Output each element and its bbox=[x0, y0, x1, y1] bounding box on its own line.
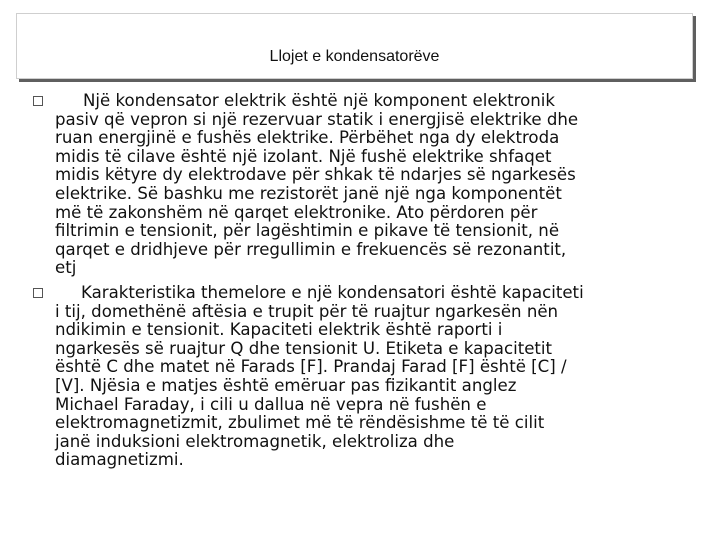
paragraph-line: Një kondensator elektrik është një komponent elektronik bbox=[83, 91, 555, 110]
paragraph-line: ruan energjinë e fushës elektrike. Përbëhet nga dy elektroda bbox=[55, 128, 560, 148]
paragraph-line: elektrike. Së bashku me rezistorët janë një nga komponentët bbox=[55, 183, 562, 203]
paragraph-line: diamagnetizmi. bbox=[55, 450, 184, 470]
bullet-paragraph-2 bbox=[0, 284, 685, 470]
paragraph-line: Karakteristika themelore e një kondensatori është kapaciteti bbox=[81, 282, 584, 302]
slide-title-box bbox=[16, 13, 693, 79]
paragraph-line: Michael Faraday, i cili u dallua në vepra në fushën e bbox=[55, 394, 487, 414]
paragraph-line: pasiv që vepron si një rezervuar statik i energjisë elektrike dhe bbox=[55, 109, 579, 129]
paragraph-line: qarqet e dridhjeve për rregullimin e frekuencës së rezonantit, bbox=[55, 239, 567, 259]
slide-content bbox=[0, 92, 720, 470]
paragraph-line: etj bbox=[55, 258, 77, 278]
paragraph-line: midis këtyre dy elektrodave për shkak të ndarjes së ngarkesës bbox=[55, 165, 576, 185]
bullet-paragraph-1 bbox=[0, 92, 685, 278]
paragraph-line: është C dhe matet në Farads [F]. Prandaj Farad [F] është [C] / bbox=[55, 357, 567, 377]
paragraph-line: ndikimin e tensionit. Kapaciteti elektrik është raporti i bbox=[55, 320, 503, 340]
square-bullet-icon bbox=[33, 288, 43, 298]
square-bullet-icon bbox=[33, 96, 43, 106]
paragraph-line: më të zakonshëm në qarqet elektronike. Ato përdoren për bbox=[55, 202, 538, 222]
paragraph-line: midis të cilave është një izolant. Një fushë elektrike shfaqet bbox=[55, 146, 552, 166]
paragraph-line: janë induksioni elektromagnetik, elektroliza dhe bbox=[55, 431, 455, 451]
paragraph-line: i tij, domethënë aftësia e trupit për të ruajtur ngarkesën nën bbox=[55, 301, 559, 321]
paragraph-line: ngarkesës së ruajtur Q dhe tensionit U. Etiketa e kapacitetit bbox=[55, 338, 553, 358]
slide-title: Llojet e kondensatorëve bbox=[269, 48, 440, 65]
paragraph-line: elektromagnetizmit, zbulimet më të rëndësishme të të cilit bbox=[55, 413, 545, 433]
paragraph-line: filtrimin e tensionit, për lagështimin e pikave të tensionit, në bbox=[55, 221, 560, 241]
paragraph-line: [V]. Njësia e matjes është emëruar pas fizikantit anglez bbox=[55, 375, 517, 395]
